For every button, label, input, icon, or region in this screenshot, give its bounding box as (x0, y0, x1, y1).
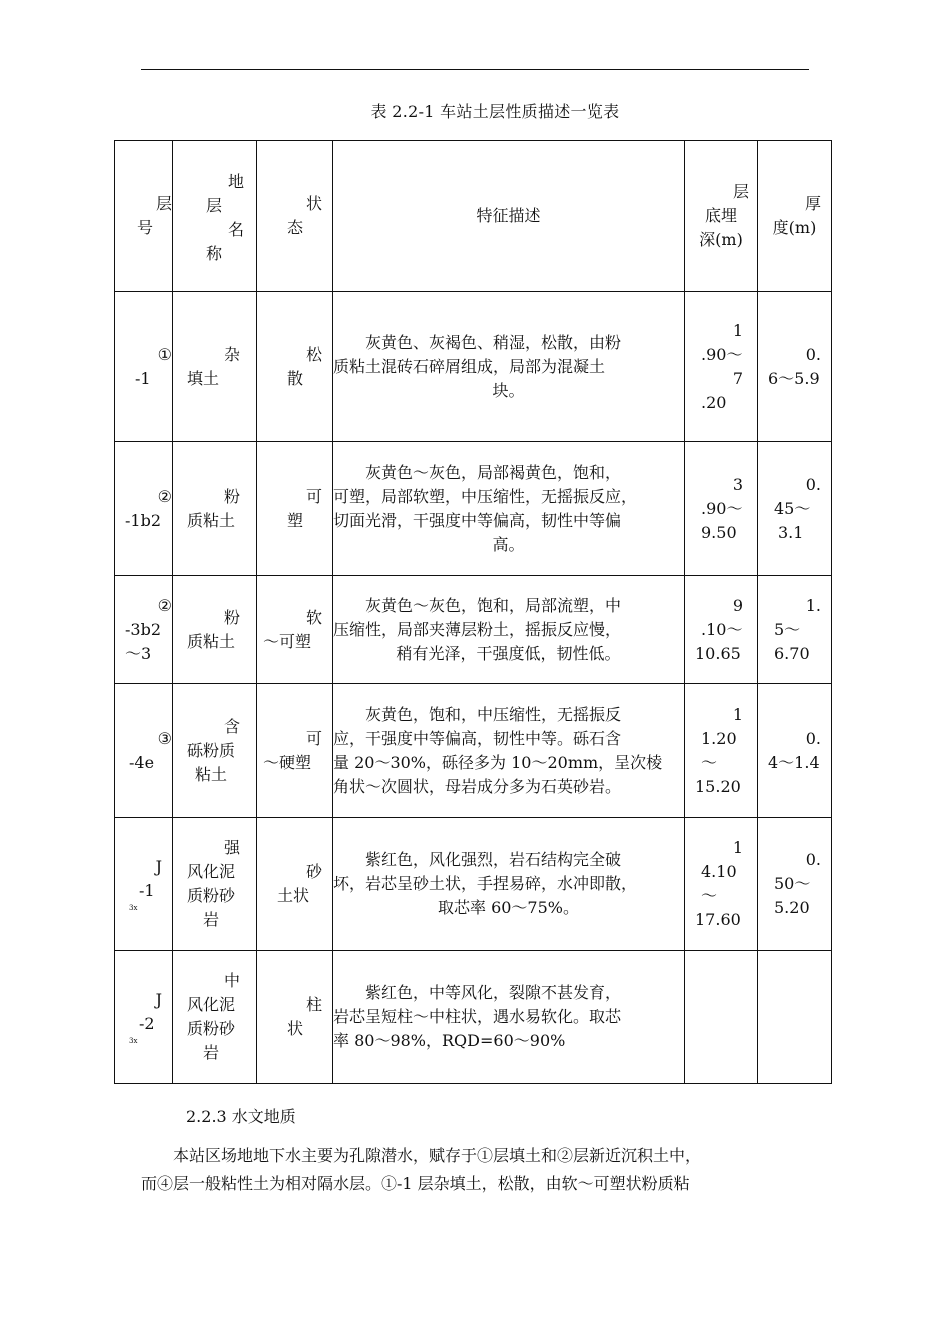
layer-no-cell: ② -3b2 ～3 (115, 576, 173, 684)
table-row (115, 818, 832, 951)
thickness-cell: 0. 4～1.4 (758, 684, 832, 818)
header-layer-no: 层 号 (115, 141, 173, 292)
table-row (115, 442, 832, 576)
table-row (115, 951, 832, 1084)
state-cell: 软 ～可塑 (257, 576, 333, 684)
layer-no-cell: J -2 3x (115, 951, 173, 1084)
thickness-cell: 1. 5～ 6.70 (758, 576, 832, 684)
state-cell: 松 散 (257, 292, 333, 442)
layer-name-cell: 中 风化泥 质粉砂 岩 (173, 951, 257, 1084)
description-cell: 紫红色，风化强烈，岩石结构完全破 坏，岩芯呈砂土状，手捏易碎，水冲即散， 取芯率 60～75%。 (333, 818, 685, 951)
depth-cell: 9 .10～ 10.65 (685, 576, 758, 684)
top-rule (141, 69, 809, 70)
layer-no-cell: J -1 3x (115, 818, 173, 951)
table-row (115, 292, 832, 442)
state-cell: 砂 土状 (257, 818, 333, 951)
layer-name-cell: 粉 质粘土 (173, 442, 257, 576)
layer-name-cell: 杂 填土 (173, 292, 257, 442)
thickness-cell: 0. 45～ 3.1 (758, 442, 832, 576)
description-cell: 紫红色，中等风化，裂隙不甚发育， 岩芯呈短柱～中柱状，遇水易软化。取芯 率 80～98%，RQD=60～90% (333, 951, 685, 1084)
soil-layer-table (114, 140, 832, 1084)
description-cell: 灰黄色～灰色，饱和，局部流塑，中 压缩性，局部夹薄层粉土，摇振反应慢， 稍有光泽，干强度低，韧性低。 (333, 576, 685, 684)
header-state: 状 态 (257, 141, 333, 292)
layer-no-cell: ③ -4e (115, 684, 173, 818)
header-thickness: 厚 度(m) (758, 141, 832, 292)
thickness-cell (758, 951, 832, 1084)
body-paragraph (141, 1142, 813, 1198)
depth-cell: 1 1.20 ～ 15.20 (685, 684, 758, 818)
header-layer-name: 地 层 名 称 (173, 141, 257, 292)
description-cell: 灰黄色～灰色，局部褐黄色，饱和， 可塑，局部软塑，中压缩性，无摇振反应， 切面光滑，干强度中等偏高，韧性中等偏 高。 (333, 442, 685, 576)
depth-cell: 3 .90～ 9.50 (685, 442, 758, 576)
thickness-cell: 0. 50～ 5.20 (758, 818, 832, 951)
thickness-cell: 0. 6～5.9 (758, 292, 832, 442)
layer-name-cell: 含 砾粉质 粘土 (173, 684, 257, 818)
header-depth: 层 底埋 深(m) (685, 141, 758, 292)
table-header-row (115, 141, 832, 292)
section-heading: 2.2.3 水文地质 (186, 1107, 296, 1126)
description-cell: 灰黄色、灰褐色、稍湿，松散，由粉 质粘土混砖石碎屑组成，局部为混凝土 块。 (333, 292, 685, 442)
layer-name-cell: 粉 质粘土 (173, 576, 257, 684)
state-cell: 可 塑 (257, 442, 333, 576)
layer-no-cell: ② -1b2 (115, 442, 173, 576)
table-caption: 表 2.2-1 车站土层性质描述一览表 (370, 102, 620, 121)
state-cell: 柱 状 (257, 951, 333, 1084)
depth-cell (685, 951, 758, 1084)
table-row (115, 576, 832, 684)
paragraph-line: 而④层一般粘性土为相对隔水层。①-1 层杂填土，松散，由软～可塑状粉质粘 (141, 1174, 690, 1193)
paragraph-line: 本站区场地地下水主要为孔隙潜水，赋存于①层填土和②层新近沉积土中， (141, 1146, 702, 1165)
depth-cell: 1 4.10 ～ 17.60 (685, 818, 758, 951)
table-row (115, 684, 832, 818)
header-description: 特征描述 (333, 141, 685, 292)
layer-name-cell: 强 风化泥 质粉砂 岩 (173, 818, 257, 951)
depth-cell: 1 .90～ 7 .20 (685, 292, 758, 442)
description-cell: 灰黄色，饱和，中压缩性，无摇振反 应，干强度中等偏高，韧性中等。砾石含 量 20～30%，砾径多为 10～20mm，呈次棱 角状～次圆状，母岩成分多为石英砂岩。 (333, 684, 685, 818)
layer-no-cell: ① -1 (115, 292, 173, 442)
state-cell: 可 ～硬塑 (257, 684, 333, 818)
